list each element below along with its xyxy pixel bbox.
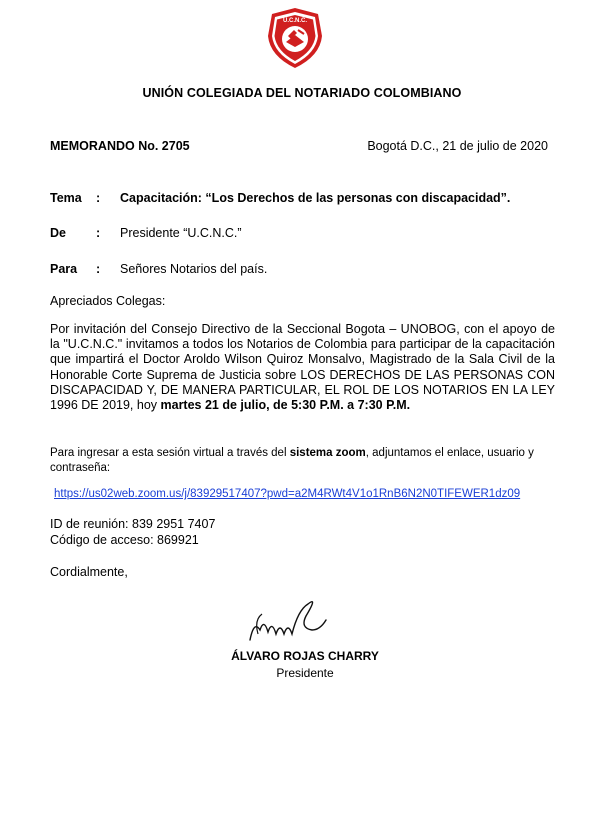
meeting-details: [50, 517, 215, 548]
de-label: De: [50, 226, 66, 240]
de-value: Presidente “U.C.N.C.”: [120, 226, 242, 240]
instructions-text-2: , adjuntamos el enlace, usuario y contraseña:: [50, 447, 534, 474]
memo-date: Bogotá D.C., 21 de julio de 2020: [367, 139, 548, 153]
tema-value: Capacitación: “Los Derechos de las personas con discapacidad”.: [120, 191, 511, 205]
body-paragraph-text: Por invitación del Consejo Directivo de la Seccional Bogota – UNOBOG, con el apoyo de la "U.C.N.C." invitamos a todos los Notarios de Colombia para participar de la capacitación que impartirá el Doctor Aroldo Wilson Quiroz Monsalvo, Magistrado de la Sala Civil de la Honorable Corte Suprema de Justicia sobre LOS DERECHOS DE LAS PERSONAS CON DISCAPACIDAD Y, DE MANERA PARTICULAR, EL ROL DE LOS NOTARIOS EN LA LEY 1996 DE 2019, hoy: [50, 322, 555, 413]
para-value: Señores Notarios del país.: [120, 262, 268, 276]
ucnc-seal-logo: [264, 6, 326, 70]
signer-name: ÁLVARO ROJAS CHARRY: [231, 649, 379, 663]
seal-text: U.C.N.C.: [283, 18, 307, 24]
tema-colon: :: [96, 191, 101, 205]
handwritten-signature: [246, 590, 330, 646]
zoom-link[interactable]: https://us02web.zoom.us/j/83929517407?pwd=a2M4RWt4V1o1RnB6N2N0TIFEWER1dz09: [54, 488, 521, 500]
instructions: [50, 446, 555, 475]
ucnc-seal-icon: [264, 6, 326, 70]
organization-title: UNIÓN COLEGIADA DEL NOTARIADO COLOMBIANO: [142, 86, 462, 100]
memo-number: MEMORANDO No. 2705: [50, 139, 190, 153]
signer-role: Presidente: [276, 666, 334, 680]
para-label: Para: [50, 262, 78, 276]
de-colon: :: [96, 226, 101, 240]
body-paragraph: [50, 322, 555, 413]
event-time: martes 21 de julio, de 5:30 P.M. a 7:30 P.M.: [160, 398, 411, 413]
closing: Cordialmente,: [50, 565, 128, 579]
access-code: Código de acceso: 869921: [50, 532, 199, 547]
para-colon: :: [96, 262, 101, 276]
meeting-id: ID de reunión: 839 2951 7407: [50, 517, 216, 531]
greeting: Apreciados Colegas:: [50, 294, 166, 308]
tema-label: Tema: [50, 191, 82, 205]
instructions-bold: sistema zoom: [289, 447, 366, 459]
instructions-text-1: Para ingresar a esta sesión virtual a través del: [50, 447, 290, 459]
